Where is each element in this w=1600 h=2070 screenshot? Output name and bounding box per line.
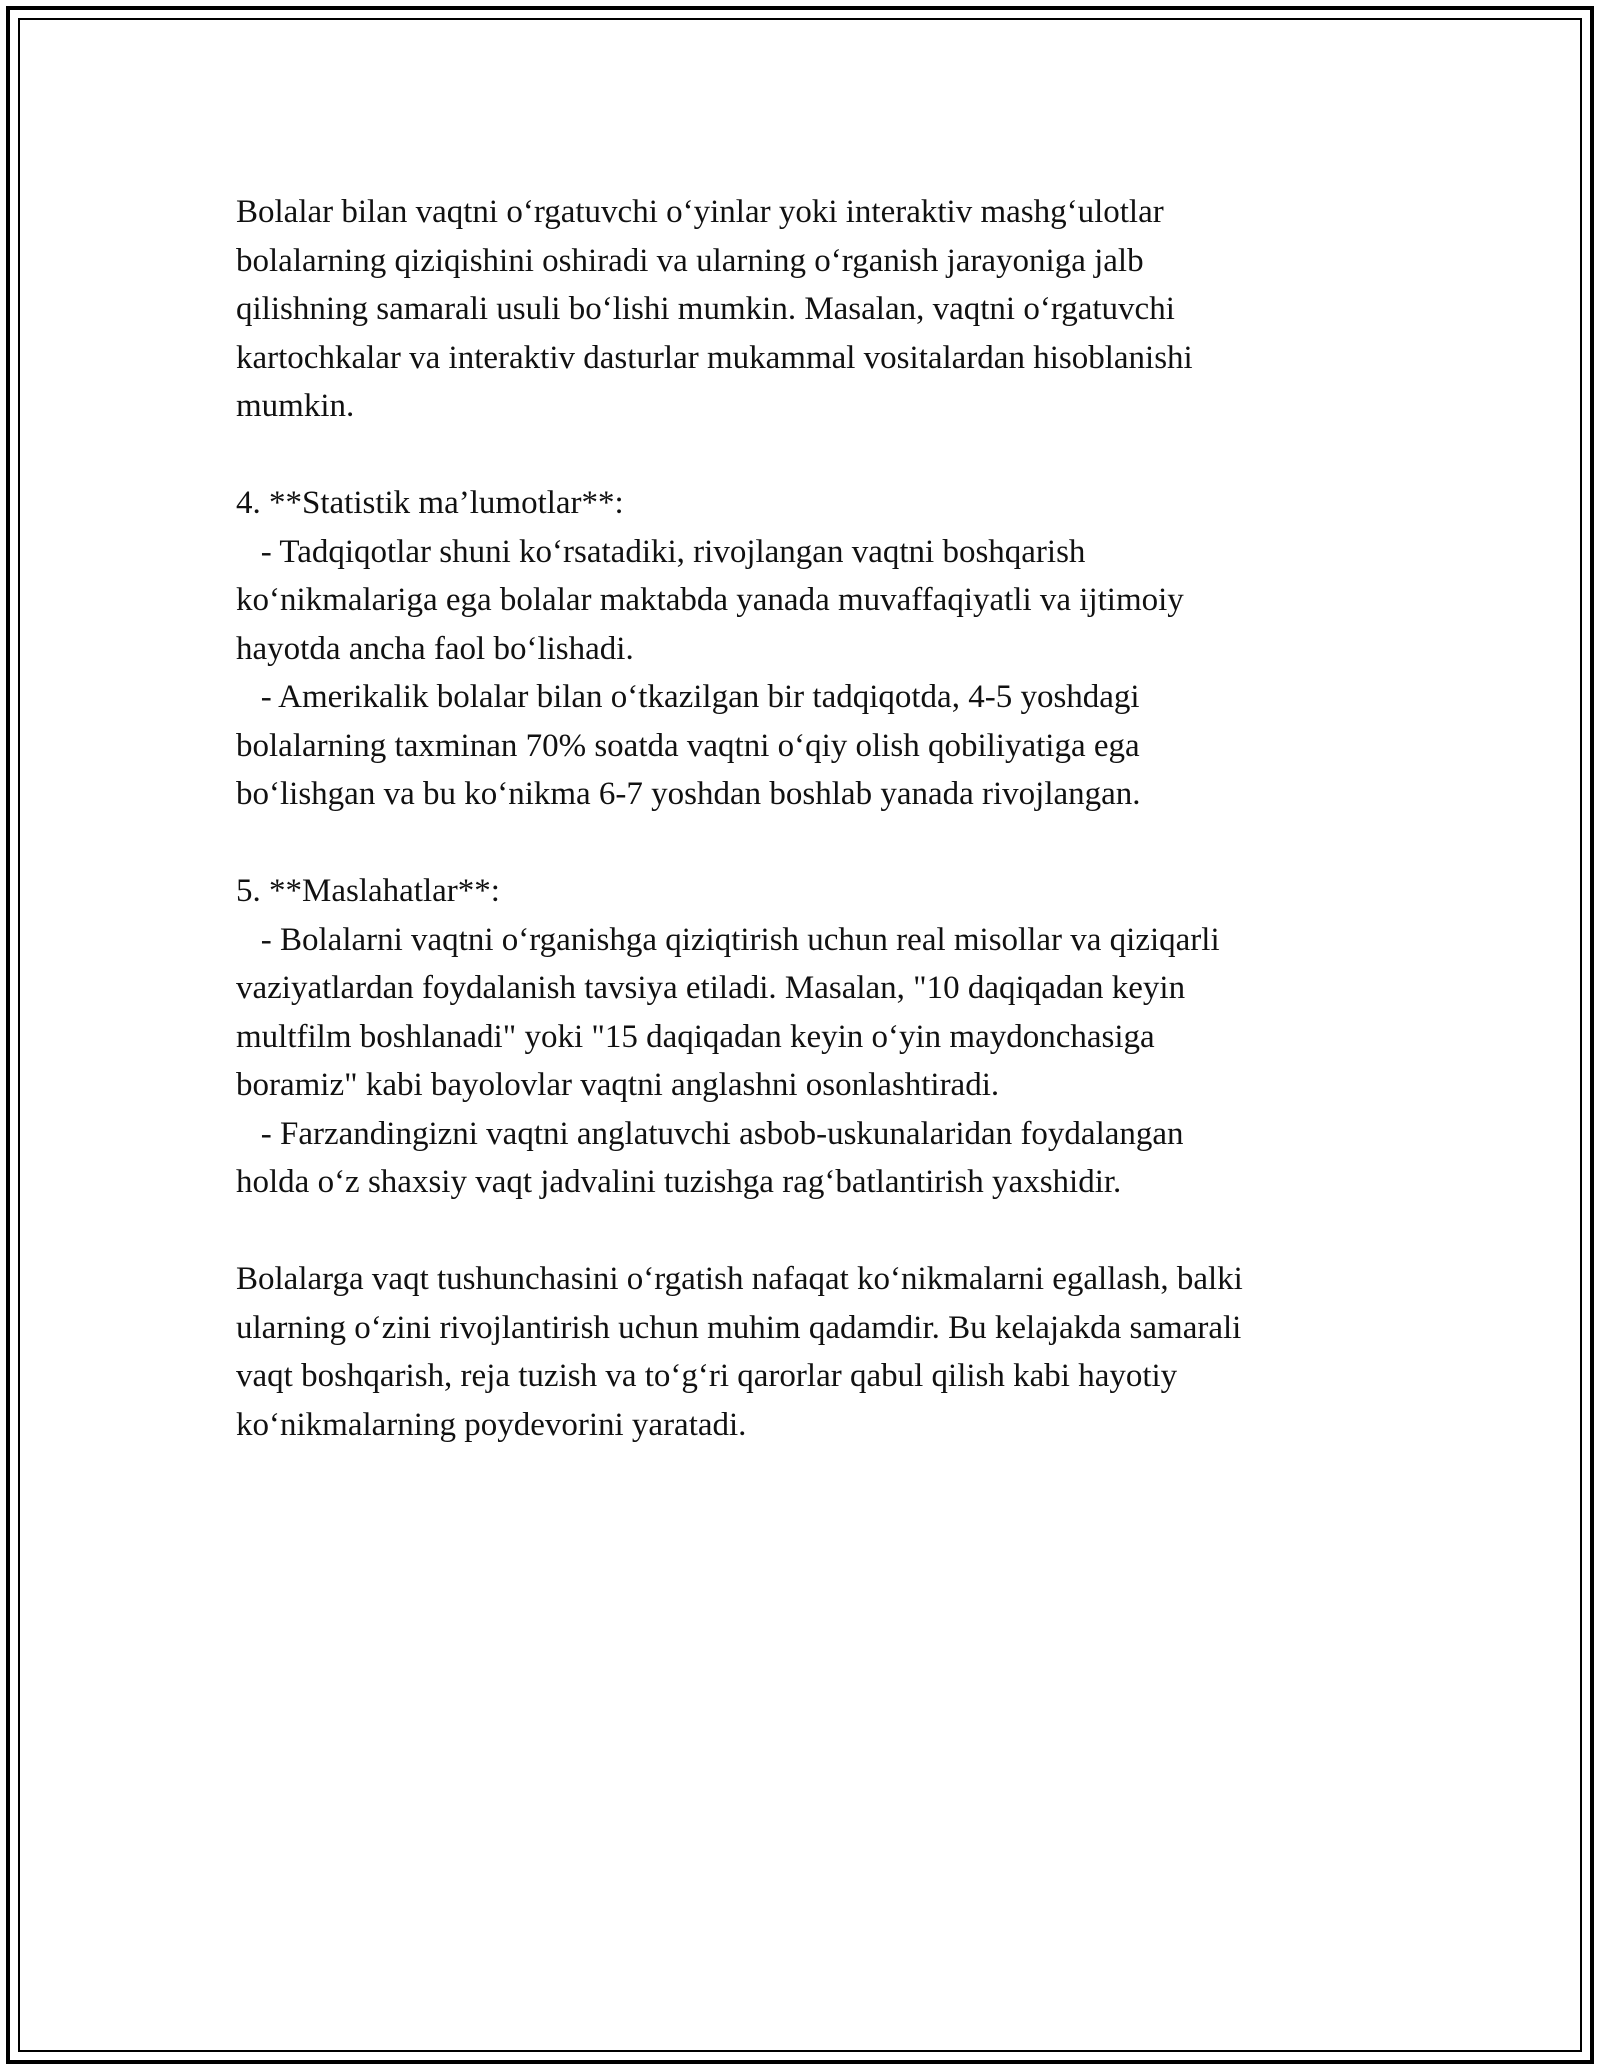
text-line: bolalarning qiziqishini oshiradi va ularning o‘rganish jarayoniga jalb xyxy=(236,242,1144,279)
text-line: qilishning samarali usuli bo‘lishi mumkin. Masalan, vaqtni o‘rgatuvchi xyxy=(236,291,1175,327)
text-line: multfilm boshlanadi" yoki "15 daqiqadan keyin o‘yin maydonchasiga xyxy=(236,1018,1155,1055)
text-line: ko‘nikmalariga ega bolalar maktabda yanada muvaffaqiyatli va ijtimoiy xyxy=(236,582,1184,618)
text-line: - Bolalarni vaqtni o‘rganishga qiziqtirish uchun real misollar va qiziqarli xyxy=(236,921,1220,958)
text-line: mumkin. xyxy=(236,388,355,424)
text-line: - Amerikalik bolalar bilan o‘tkazilgan bir tadqiqotda, 4-5 yoshdagi xyxy=(236,679,1140,715)
text-line: boramiz" kabi bayolovlar vaqtni anglashni osonlashtiradi. xyxy=(236,1067,1000,1103)
paragraph-intro xyxy=(236,188,1396,431)
text-line: ko‘nikmalarning poydevorini yaratadi. xyxy=(236,1406,747,1443)
section-heading: 4. **Statistik ma’lumotlar**: xyxy=(236,485,624,521)
paragraph-spacer xyxy=(236,1207,1396,1256)
text-line: holda o‘z shaxsiy vaqt jadvalini tuzishga rag‘batlantirish yaxshidir. xyxy=(236,1164,1122,1200)
text-line: kartochkalar va interaktiv dasturlar mukammal vositalardan hisoblanishi xyxy=(236,339,1193,376)
paragraph-conclusion xyxy=(236,1255,1396,1449)
text-line: ularning o‘zini rivojlantirish uchun muhim qadamdir. Bu kelajakda samarali xyxy=(236,1309,1242,1346)
text-line: Bolalar bilan vaqtni o‘rgatuvchi o‘yinlar yoki interaktiv mashg‘ulotlar xyxy=(236,194,1164,230)
section-heading: 5. **Maslahatlar**: xyxy=(236,873,500,909)
paragraph-spacer xyxy=(236,431,1396,480)
text-line: vaqt boshqarish, reja tuzish va to‘g‘ri qarorlar qabul qilish kabi hayotiy xyxy=(236,1358,1178,1394)
text-line: bo‘lishgan va bu ko‘nikma 6-7 yoshdan boshlab yanada rivojlangan. xyxy=(236,776,1141,812)
text-line: vaziyatlardan foydalanish tavsiya etiladi. Masalan, "10 daqiqadan keyin xyxy=(236,970,1186,1006)
text-line: - Tadqiqotlar shuni ko‘rsatadiki, rivojlangan vaqtni boshqarish xyxy=(236,533,1086,570)
document-body xyxy=(236,188,1396,1449)
paragraph-advice xyxy=(236,867,1396,1207)
text-line: hayotda ancha faol bo‘lishadi. xyxy=(236,630,634,667)
paragraph-statistics xyxy=(236,479,1396,819)
text-line: bolalarning taxminan 70% soatda vaqtni o‘qiy olish qobiliyatiga ega xyxy=(236,727,1140,764)
paragraph-spacer xyxy=(236,819,1396,868)
text-line: Bolalarga vaqt tushunchasini o‘rgatish nafaqat ko‘nikmalarni egallash, balki xyxy=(236,1261,1243,1297)
text-line: - Farzandingizni vaqtni anglatuvchi asbob-uskunalaridan foydalangan xyxy=(236,1115,1184,1152)
